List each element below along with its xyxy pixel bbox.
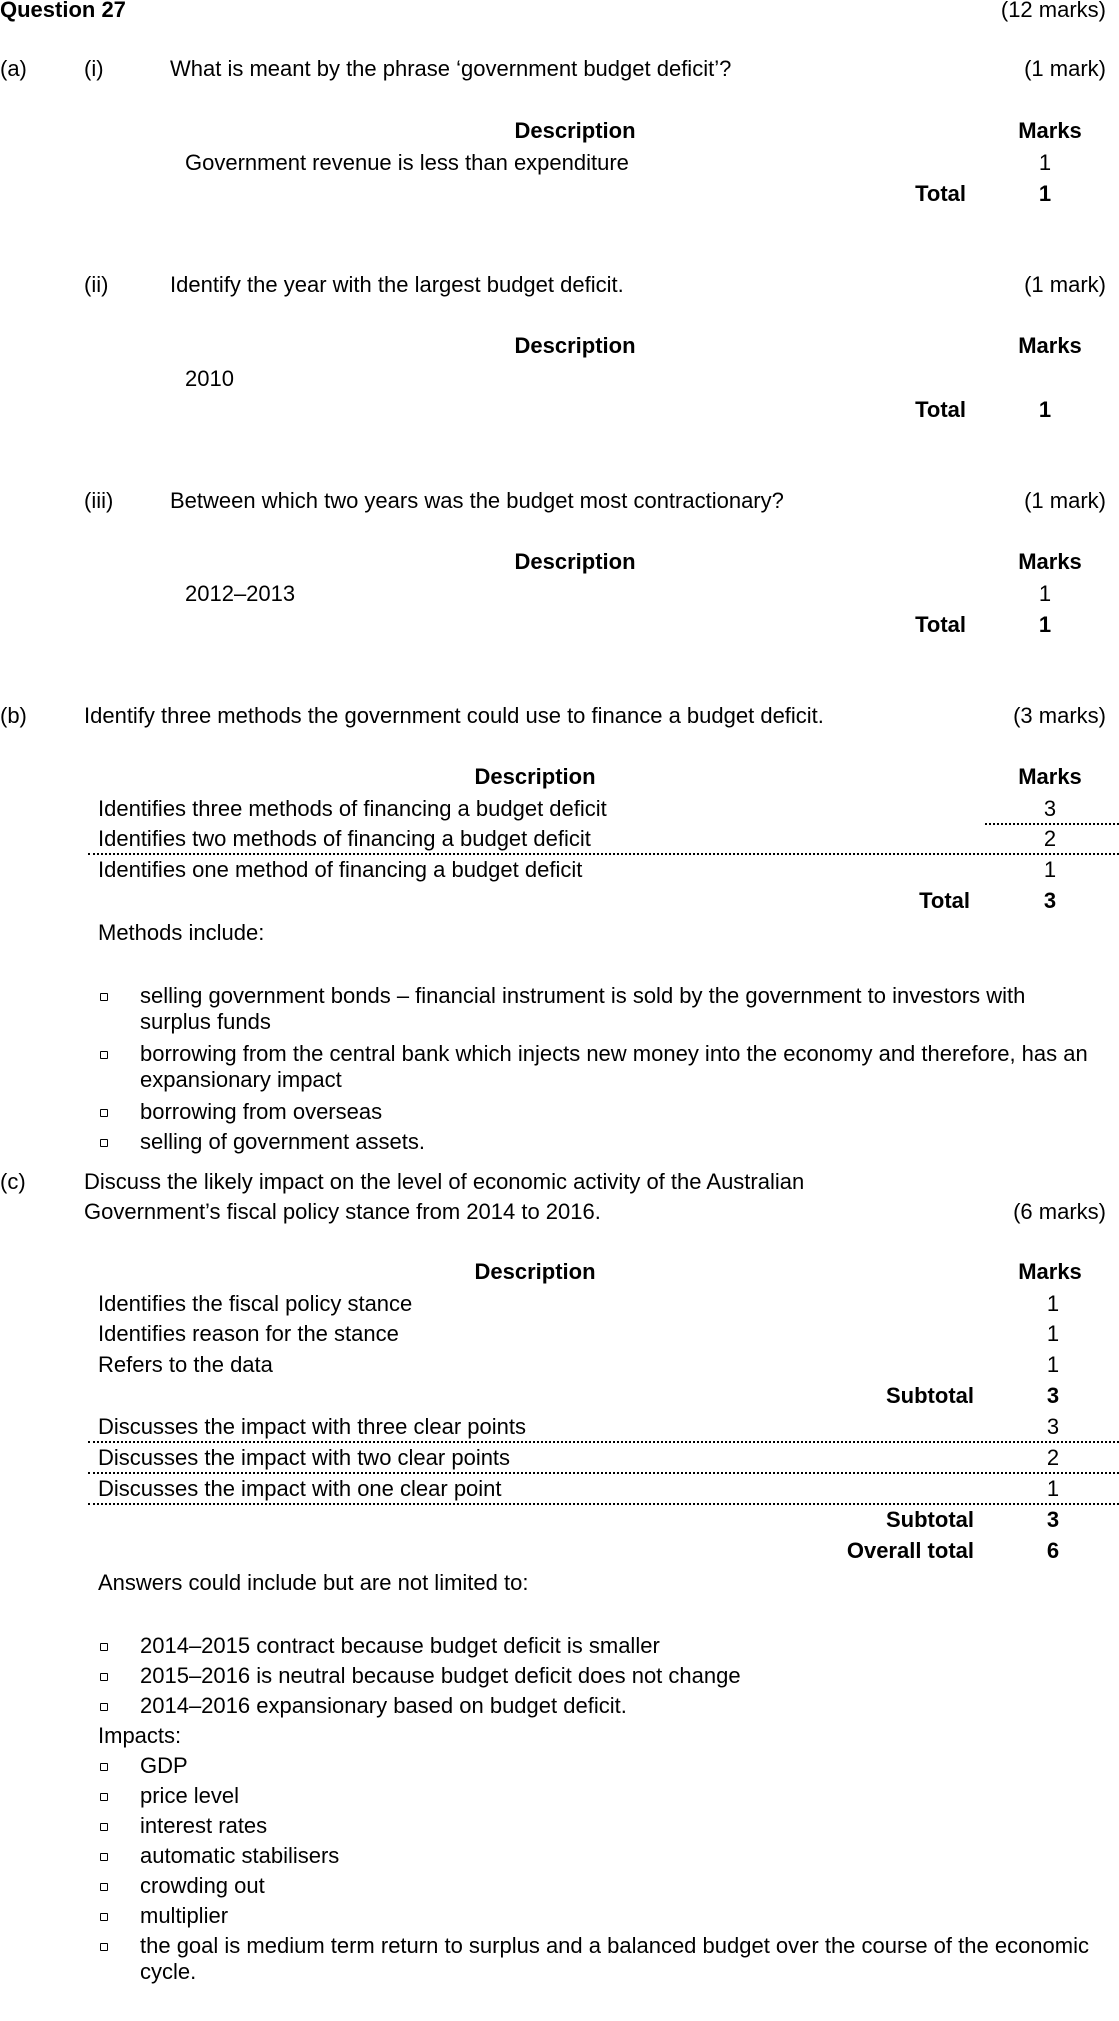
bullet-icon — [100, 1139, 108, 1147]
part-c-row: Identifies reason for the stance — [98, 1321, 399, 1346]
part-b-label: (b) — [0, 703, 27, 728]
sub-iii-question: Between which two years was the budget most contractionary? — [170, 488, 784, 513]
part-c-marks-header: Marks — [1018, 1259, 1082, 1284]
sub-i-criterion: Government revenue is less than expenditure — [185, 150, 629, 175]
sub-i-label: (i) — [84, 56, 104, 81]
part-c-row: Discusses the impact with three clear points — [98, 1414, 526, 1439]
part-c-answer-item: 2015–2016 is neutral because budget deficit does not change — [140, 1663, 741, 1688]
sub-ii-marks-header: Marks — [1018, 333, 1082, 358]
part-c-row: Refers to the data — [98, 1352, 273, 1377]
part-c-overall-total-label: Overall total — [846, 1538, 974, 1563]
sub-iii-total-label: Total — [915, 612, 966, 637]
part-c-row: Discusses the impact with one clear point — [98, 1476, 502, 1501]
bullet-icon — [100, 1883, 108, 1891]
part-c-row-mark: 1 — [1046, 1476, 1060, 1501]
part-c-answer-item: 2014–2016 expansionary based on budget deficit. — [140, 1693, 627, 1718]
part-c-label: (c) — [0, 1169, 26, 1194]
part-b-row-mark: 3 — [1043, 796, 1057, 821]
sub-iii-description-header: Description — [514, 549, 636, 574]
sub-iii-criterion: 2012–2013 — [185, 581, 296, 606]
part-b-row: Identifies two methods of financing a budget deficit — [98, 826, 591, 851]
part-c-row-mark: 3 — [1046, 1414, 1060, 1439]
sub-i-description-header: Description — [514, 118, 636, 143]
bullet-icon — [100, 1673, 108, 1681]
sub-i-total-label: Total — [915, 181, 966, 206]
bullet-icon — [100, 1943, 108, 1951]
part-c-impact-item: multiplier — [140, 1903, 229, 1928]
sub-iii-marks: (1 mark) — [1024, 488, 1106, 513]
part-c-question-line1: Discuss the likely impact on the level of economic activity of the Australian — [84, 1169, 805, 1194]
part-c-row: Identifies the fiscal policy stance — [98, 1291, 413, 1316]
sub-iii-total-value: 1 — [1038, 612, 1052, 637]
part-c-row: Discusses the impact with two clear points — [98, 1445, 511, 1470]
part-c-subtotal2-label: Subtotal — [886, 1507, 974, 1532]
sub-i-criterion-mark: 1 — [1038, 150, 1052, 175]
sub-iii-marks-header: Marks — [1018, 549, 1082, 574]
sub-i-marks: (1 mark) — [1024, 56, 1106, 81]
part-c-row-mark: 1 — [1046, 1321, 1060, 1346]
bullet-icon — [100, 1051, 108, 1059]
sub-i-marks-header: Marks — [1018, 118, 1082, 143]
part-c-row-divider — [88, 1472, 1119, 1474]
part-b-row: Identifies one method of financing a budget deficit — [98, 857, 583, 882]
part-c-marks: (6 marks) — [1013, 1199, 1106, 1224]
part-c-answer-item: 2014–2015 contract because budget deficit is smaller — [140, 1633, 660, 1658]
bullet-icon — [100, 1823, 108, 1831]
part-b-row-divider — [985, 823, 1119, 825]
sub-i-question: What is meant by the phrase ‘government budget deficit’? — [170, 56, 732, 81]
part-c-impact-item: crowding out — [140, 1873, 265, 1898]
part-c-impacts-label: Impacts: — [98, 1723, 182, 1748]
part-b-total-value: 3 — [1043, 888, 1057, 913]
bullet-icon — [100, 1853, 108, 1861]
sub-iii-label: (iii) — [84, 488, 114, 513]
part-c-subtotal1-label: Subtotal — [886, 1383, 974, 1408]
bullet-icon — [100, 993, 108, 1001]
part-a-label: (a) — [0, 56, 27, 81]
part-b-method-item: borrowing from the central bank which injects new money into the economy and therefore, has an expansionary impact — [140, 1041, 1088, 1092]
part-c-subtotal1-value: 3 — [1046, 1383, 1060, 1408]
sub-i-total-value: 1 — [1038, 181, 1052, 206]
sub-ii-total-label: Total — [915, 397, 966, 422]
part-c-row-divider — [88, 1441, 1119, 1443]
sub-ii-question: Identify the year with the largest budget deficit. — [170, 272, 624, 297]
part-b-row-divider — [88, 853, 1119, 855]
part-c-overall-total-value: 6 — [1046, 1538, 1060, 1563]
question-title: Question 27 — [0, 0, 126, 22]
part-c-row-mark: 1 — [1046, 1291, 1060, 1316]
part-c-answers-intro: Answers could include but are not limited to: — [98, 1570, 529, 1595]
part-b-question: Identify three methods the government could use to finance a budget deficit. — [84, 703, 824, 728]
part-c-question-line2: Government’s fiscal policy stance from 2014 to 2016. — [84, 1199, 601, 1224]
part-b-row-mark: 2 — [1043, 826, 1057, 851]
part-b-methods-intro: Methods include: — [98, 920, 265, 945]
part-b-method-item: selling of government assets. — [140, 1129, 425, 1154]
part-b-row: Identifies three methods of financing a budget deficit — [98, 796, 607, 821]
part-b-method-item: selling government bonds – financial instrument is sold by the government to investors with surplus funds — [140, 983, 1026, 1034]
bullet-icon — [100, 1109, 108, 1117]
part-c-subtotal2-value: 3 — [1046, 1507, 1060, 1532]
part-b-description-header: Description — [474, 764, 596, 789]
bullet-icon — [100, 1643, 108, 1651]
sub-ii-description-header: Description — [514, 333, 636, 358]
part-b-method-item: borrowing from overseas — [140, 1099, 383, 1124]
bullet-icon — [100, 1703, 108, 1711]
part-b-row-mark: 1 — [1043, 857, 1057, 882]
bullet-icon — [100, 1913, 108, 1921]
bullet-icon — [100, 1763, 108, 1771]
part-c-row-divider — [88, 1503, 1119, 1505]
sub-ii-label: (ii) — [84, 272, 109, 297]
part-c-impact-item: the goal is medium term return to surplus and a balanced budget over the course of the economic cycle. — [140, 1933, 1089, 1984]
part-b-marks: (3 marks) — [1013, 703, 1106, 728]
part-c-impact-item: automatic stabilisers — [140, 1843, 340, 1868]
sub-ii-marks: (1 mark) — [1024, 272, 1106, 297]
question-total-marks: (12 marks) — [1000, 0, 1106, 22]
part-c-impact-item: GDP — [140, 1753, 188, 1778]
sub-iii-criterion-mark: 1 — [1038, 581, 1052, 606]
part-b-total-label: Total — [919, 888, 970, 913]
bullet-icon — [100, 1793, 108, 1801]
part-c-row-mark: 1 — [1046, 1352, 1060, 1377]
part-c-impact-item: price level — [140, 1783, 240, 1808]
sub-ii-criterion: 2010 — [185, 366, 234, 391]
sub-ii-total-value: 1 — [1038, 397, 1052, 422]
part-c-description-header: Description — [474, 1259, 596, 1284]
part-b-marks-header: Marks — [1018, 764, 1082, 789]
part-c-row-mark: 2 — [1046, 1445, 1060, 1470]
part-c-impact-item: interest rates — [140, 1813, 268, 1838]
